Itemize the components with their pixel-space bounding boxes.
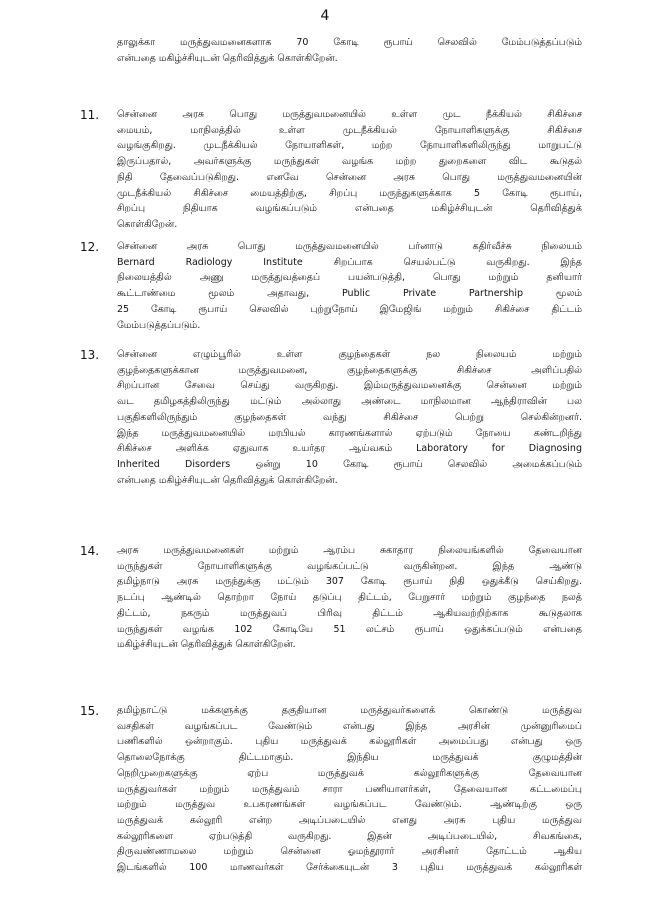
paragraph-line: நிலையத்தில் அணு மருத்துவத்தைப் பயன்படுத்தி, பொது மற்றும் தனியார்: [117, 272, 582, 284]
paragraph-line: வழங்குகிறது. முடநீக்கியல் நோயாளிகள், மற்ற நோயாளிகளிலிருந்து மாறுபட்டு: [117, 140, 582, 152]
paragraph-line: தமிழ்நாட்டு மக்களுக்கு தகுதியான மருத்துவர்களைக் கொண்டு மருத்துவ: [117, 705, 582, 716]
paragraph-line: 25 கோடி ரூபாய் செலவில் புற்றுநோய் இமேஜிங் மற்றும் சிகிச்சை திட்டம்: [117, 303, 582, 315]
paragraph-line: சிகிச்சை அளிக்க ஏதுவாக உயர்தர ஆய்வகம் Laboratory for Diagnosing: [117, 443, 582, 455]
paragraph-number: 14.: [80, 544, 100, 558]
paragraph-line: திருவண்ணாமலை மற்றும் சென்னை ஓமந்தூரார் அரசினர் தோட்டம் ஆகிய: [117, 846, 582, 858]
paragraph-line: தாலுக்கா மருத்துவமனைகளாக 70 கோடி ரூபாய் செலவில் மேம்படுத்தப்படும்: [117, 37, 582, 48]
paragraph-line: நிதி தேவைப்படுகிறது. எனவே சென்னை அரசு பொது மருத்துவமனையின்: [117, 171, 582, 183]
paragraph-line: மையம், மாநிலத்தில் உள்ள முடநீக்கியல் நோயாளிகளுக்கு சிகிச்சை: [117, 124, 582, 136]
paragraph-line: சென்னை அரசு பொது மருத்துவமனையில் உள்ள முட நீக்கியல் சிகிச்சை: [117, 109, 582, 120]
paragraph-line: சென்னை அரசு பொது மருத்துவமனையில் பர்னாடு கதிர்வீச்சு நிலையம்: [117, 241, 582, 252]
paragraph-line: என்பதை மகிழ்ச்சியுடன் தெரிவித்துக் கொள்கிறேன்.: [117, 52, 338, 64]
paragraph-line: பகுதிகளிலிருந்தும் குழந்தைகள் வந்து சிகிச்சை பெற்று செல்கின்றனர்.: [117, 411, 582, 423]
paragraph-line: வட தமிழகத்திலிருந்து மட்டும் அல்லாது அண்டை மாநிலமான ஆந்திராவின் பல: [117, 396, 582, 408]
paragraph-line: இடங்களில் 100 மாணவர்கள் சேர்க்கையுடன் 3 புதிய மருத்துவக் கல்லூரிகள்: [117, 862, 582, 873]
paragraph-line: திட்டம், நகரும் மருத்துவப் பிரிவு திட்டம் ஆகியவற்றிற்காக கூடுதலாக: [117, 607, 582, 619]
paragraph-line: கூட்டாண்மை மூலம் அதாவது, Public Private Partnership மூலம்: [117, 288, 582, 300]
paragraph-line: தொலைநோக்கு திட்டமாகும். இந்திய மருத்துவக் குழுமத்தின்: [117, 752, 582, 764]
paragraph-line: மருத்துவர்கள் மற்றும் மருத்துவம் சாரா பணியாளர்கள், தேவையான கட்டமைப்பு: [117, 783, 582, 795]
paragraph-line: தமிழ்நாடு அரசு மருந்துக்கு மட்டும் 307 கோடி ரூபாய் நிதி ஒதுக்கீடு செய்கிறது.: [117, 576, 582, 588]
paragraph-line: மேம்படுத்தப்படும்.: [117, 319, 201, 331]
paragraph-line: Bernard Radiology Institute சிறப்பாக செயல்பட்டு வருகிறது. இந்த: [117, 256, 582, 268]
paragraph-number: 13.: [80, 348, 100, 362]
paragraph-line: வசதிகள் வழங்கப்பட வேண்டும் என்பது இந்த அரசின் முன்னுரிமைப்: [117, 720, 582, 732]
paragraph-line: முடநீக்கியல் சிகிச்சை மையத்திற்கு, சிறப்பு மருந்துகளுக்காக 5 கோடி ரூபாய்,: [117, 187, 582, 199]
paragraph-line: பணிகளில் ஒன்றாகும். புதிய மருத்துவக் கல்லூரிகள் அமைப்பது என்பது ஒரு: [117, 736, 582, 748]
paragraph-line: கொள்கிறேன்.: [117, 218, 178, 230]
paragraph-line: இருப்பதால், அவர்களுக்கு மருந்துகள் வழங்க மற்ற துறைகளை விட கூடுதல்: [117, 156, 582, 168]
paragraph-line: Inherited Disorders ஒன்று 10 கோடி ரூபாய் செலவில் அமைக்கப்படும்: [117, 458, 582, 470]
paragraph-line: மருந்துகள் நோயாளிகளுக்கு வழங்கப்பட்டு வருகின்றன. இந்த ஆண்டு: [117, 560, 582, 572]
paragraph-line: மகிழ்ச்சியுடன் தெரிவித்துக் கொள்கிறேன்.: [117, 639, 296, 651]
paragraph-line: மருத்துவக் கல்லூரி என்ற அடிப்படையில் எனது அரசு புதிய மருத்துவ: [117, 814, 582, 826]
paragraph-line: சிறப்பான சேவை செய்து வருகிறது. இம்மருத்துவமனைக்கு சென்னை மற்றும்: [117, 380, 582, 392]
paragraph-line: மருந்துகள் வழங்க 102 கோடியே 51 லட்சம் ரூபாய் ஒதுக்கப்படும் என்பதை: [117, 623, 582, 635]
paragraph-number: 15.: [80, 704, 100, 718]
paragraph-number: 12.: [80, 240, 100, 254]
paragraph-line: மற்றும் மருத்துவ உபகரணங்கள் வழங்கப்பட வேண்டும். ஆண்டிற்கு ஒரு: [117, 799, 582, 811]
paragraph-line: சென்னை எழும்பூரில் உள்ள குழந்தைகள் நல நிலையம் மற்றும்: [117, 349, 582, 360]
paragraph-line: அரசு மருத்துவமனைகள் மற்றும் ஆரம்ப சுகாதார நிலையங்களில் தேவையான: [117, 545, 582, 556]
paragraph-line: நடப்பு ஆண்டில் தொற்றா நோய் தடுப்பு திட்டம், பேறுசார் மற்றும் குழந்தை நலத்: [117, 592, 582, 604]
page-number: 4: [320, 8, 330, 24]
paragraph-line: இந்த மருத்துவமனையில் மரபியல் காரணங்களால் ஏற்படும் நோயை கண்டறிந்து: [117, 427, 582, 439]
paragraph-line: சிறப்பு நிதியாக வழங்கப்படும் என்பதை மகிழ்ச்சியுடன் தெரிவித்துக்: [117, 203, 582, 215]
paragraph-number: 11.: [80, 108, 100, 122]
paragraph-line: குழந்தைகளுக்கான மருத்துவமனை, குழந்தைகளுக்கு சிகிச்சை அளிப்பதில்: [117, 364, 582, 376]
paragraph-line: கல்லூரிகளை ஏற்படுத்தி வருகிறது. இதன் அடிப்படையில், சிவகங்கை,: [117, 830, 582, 842]
paragraph-line: நெறிமுறைகளுக்கு ஏற்ப மருத்துவக் கல்லூரிகளுக்கு தேவையான: [117, 767, 582, 779]
paragraph-line: என்பதை மகிழ்ச்சியுடன் தெரிவித்துக் கொள்கிறேன்.: [117, 474, 338, 486]
